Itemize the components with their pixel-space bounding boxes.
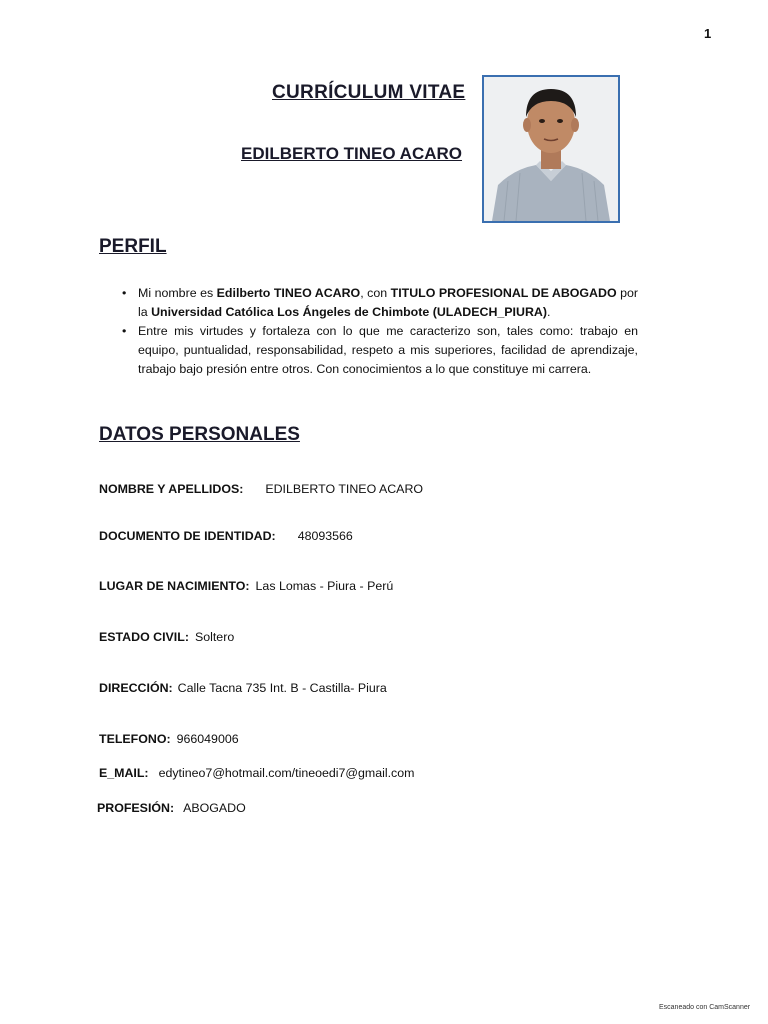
profile-photo xyxy=(482,75,620,223)
list-item xyxy=(120,284,638,322)
cv-title: CURRÍCULUM VITAE xyxy=(272,82,466,103)
page-number: 1 xyxy=(704,26,712,41)
perfil-name: Edilberto TINEO ACARO xyxy=(216,286,361,300)
perfil-text: . xyxy=(546,305,551,319)
field-estado xyxy=(99,630,234,644)
field-email xyxy=(99,766,414,780)
field-lugar xyxy=(99,579,393,593)
perfil-list xyxy=(120,284,638,379)
field-value: edytineo7@hotmail.com/tineoedi7@gmail.com xyxy=(158,766,415,780)
cv-name: EDILBERTO TINEO ACARO xyxy=(241,144,463,163)
person-photo-icon xyxy=(484,77,618,221)
field-value: EDILBERTO TINEO ACARO xyxy=(265,482,424,496)
bullet-icon: • xyxy=(122,324,127,338)
field-label: TELEFONO: xyxy=(99,732,171,746)
field-value: ABOGADO xyxy=(183,801,246,815)
field-label: DOCUMENTO DE IDENTIDAD: xyxy=(99,529,276,543)
perfil-text: Mi nombre es xyxy=(138,286,217,300)
field-label: LUGAR DE NACIMIENTO: xyxy=(99,579,250,593)
field-label: DIRECCIÓN: xyxy=(99,681,173,695)
perfil-text: , con xyxy=(360,286,391,300)
datos-heading: DATOS PERSONALES xyxy=(99,424,300,445)
field-value: 966049006 xyxy=(176,732,239,746)
perfil-text: por la xyxy=(138,286,638,319)
field-value: Las Lomas - Piura - Perú xyxy=(255,579,394,593)
perfil-heading: PERFIL xyxy=(99,236,167,257)
list-item xyxy=(120,322,638,379)
perfil-degree: TITULO PROFESIONAL DE ABOGADO xyxy=(390,286,617,300)
perfil-university: Universidad Católica Los Ángeles de Chimbote (ULADECH_PIURA) xyxy=(151,305,547,319)
field-nombre xyxy=(99,482,423,496)
field-label: ESTADO CIVIL: xyxy=(99,630,189,644)
field-label: PROFESIÓN: xyxy=(97,801,175,815)
bullet-icon: • xyxy=(122,286,127,300)
field-profesion xyxy=(97,801,246,815)
footer-watermark: Escaneado con CamScanner xyxy=(659,1004,751,1011)
field-telefono xyxy=(99,732,239,746)
field-value: 48093566 xyxy=(297,529,353,543)
field-value: Calle Tacna 735 Int. B - Castilla- Piura xyxy=(177,681,387,695)
field-label: E_MAIL: xyxy=(99,766,149,780)
field-value: Soltero xyxy=(194,630,235,644)
field-direccion xyxy=(99,681,387,695)
perfil-virtues-text: Entre mis virtudes y fortaleza con lo que me caracterizo son, tales como: trabajo en equipo, puntualidad, responsabilidad, respeto a mis superiores, facilidad de aprendizaje, trabajo bajo presión entre otros. Con conocimientos a lo que constituye mi carrera. xyxy=(138,324,638,376)
field-label: NOMBRE Y APELLIDOS: xyxy=(99,482,244,496)
field-documento xyxy=(99,529,353,543)
